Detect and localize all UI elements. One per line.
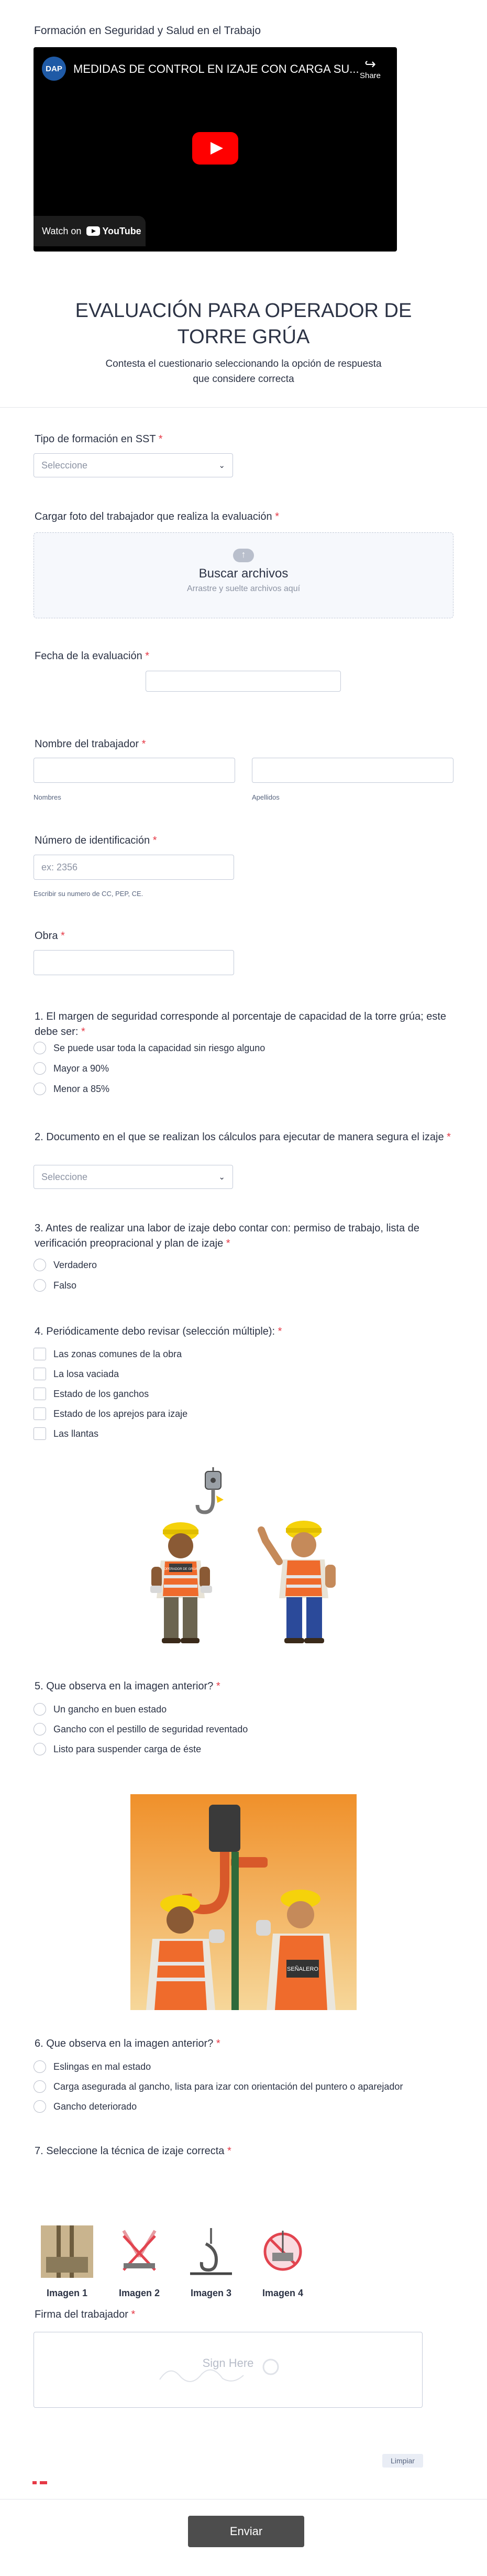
q5-label: 5. Que observa en la imagen anterior? * <box>35 1680 220 1692</box>
training-type-label: Tipo de formación en SST * <box>35 433 163 445</box>
technique-option-3[interactable] <box>185 2225 237 2299</box>
vest-text-signaler: SEÑALERO <box>287 1966 318 1972</box>
option-label: Mayor a 90% <box>53 1063 109 1074</box>
section-title: Formación en Seguridad y Salud en el Trabajo <box>34 25 261 37</box>
work-site-label: Obra * <box>35 930 65 942</box>
technique-option-1[interactable] <box>41 2225 93 2299</box>
video-title[interactable]: MEDIDAS DE CONTROL EN IZAJE CON CARGA SU... <box>73 62 359 75</box>
last-name-input[interactable] <box>252 758 453 783</box>
option-label: Un gancho en buen estado <box>53 1704 167 1715</box>
radio[interactable] <box>34 2100 46 2113</box>
q2-select[interactable] <box>34 1165 233 1189</box>
q2-placeholder: Seleccione <box>41 1171 88 1182</box>
q4-option[interactable] <box>34 1427 98 1440</box>
radio[interactable] <box>34 2080 46 2093</box>
q4-label: 4. Periódicamente debo revisar (selección múltiple): * <box>35 1326 282 1337</box>
option-label: Estado de los ganchos <box>53 1388 149 1399</box>
radio[interactable] <box>34 1703 46 1716</box>
first-name-input[interactable] <box>34 758 235 783</box>
option-label: La losa vaciada <box>53 1368 119 1379</box>
option-label: Gancho deteriorado <box>53 2101 137 2112</box>
date-input[interactable] <box>146 671 341 692</box>
share-label: Share <box>359 71 381 80</box>
chevron-down-icon: ⌄ <box>218 1173 225 1182</box>
worker-name-label: Nombre del trabajador * <box>35 738 146 750</box>
q7-label: 7. Seleccione la técnica de izaje correcta * <box>35 2145 231 2157</box>
option-label: Carga asegurada al gancho, lista para izar con orientación del puntero o aparejador <box>53 2081 403 2092</box>
technique-option-2[interactable] <box>113 2225 165 2299</box>
share-icon: ↪ <box>364 56 376 72</box>
form-subtitle: Contesta el cuestionario seleccionando la opción de respuesta que considere correcta <box>105 358 382 385</box>
q5-option[interactable] <box>34 1703 167 1716</box>
play-button[interactable] <box>192 132 238 165</box>
technique-image-1 <box>41 2225 93 2278</box>
option-label: Las llantas <box>53 1428 99 1439</box>
q1-option[interactable] <box>34 1042 265 1054</box>
checkbox[interactable] <box>34 1348 46 1360</box>
last-name-sublabel: Apellidos <box>252 793 280 801</box>
q1-label: 1. El margen de seguridad corresponde al porcentaje de capacidad de la torre grúa; este debe ser: * <box>35 1011 447 1038</box>
option-label: Menor a 85% <box>53 1083 110 1094</box>
drag-drop-hint: Arrastre y suelte archivos aquí <box>186 584 301 593</box>
upload-cloud-icon <box>233 549 254 562</box>
q6-label: 6. Que observa en la imagen anterior? * <box>35 2038 220 2049</box>
checkbox[interactable] <box>34 1407 46 1420</box>
technique-caption: Imagen 1 <box>46 2288 88 2298</box>
radio[interactable] <box>34 1042 46 1054</box>
technique-image-3 <box>185 2225 237 2278</box>
radio[interactable] <box>34 1083 46 1095</box>
checkbox[interactable] <box>34 1368 46 1380</box>
option-label: Se puede usar toda la capacidad sin riesgo alguno <box>53 1042 265 1053</box>
radio[interactable] <box>34 1259 46 1271</box>
q1-option[interactable] <box>34 1062 109 1075</box>
share-button[interactable] <box>357 57 383 80</box>
channel-logo[interactable]: DAP <box>42 57 66 81</box>
workers-hook-illustration <box>134 1467 353 1645</box>
radio[interactable] <box>34 1723 46 1735</box>
loaded-hook-illustration <box>130 1794 357 2010</box>
radio[interactable] <box>34 1743 46 1755</box>
option-label: Eslingas en mal estado <box>53 2061 151 2072</box>
file-upload-dropzone[interactable] <box>34 532 453 618</box>
vest-text-operator: OPERADOR DE GRÚA <box>164 1568 197 1571</box>
id-number-sublabel: Escribir su numero de CC, PEP, CE. <box>34 890 143 898</box>
q3-option[interactable] <box>34 1279 76 1292</box>
technique-caption: Imagen 4 <box>262 2288 304 2298</box>
loading-indicator <box>32 2477 49 2481</box>
form-title: EVALUACIÓN PARA OPERADOR DE TORRE GRÚA <box>75 300 412 348</box>
work-site-input[interactable] <box>34 950 234 975</box>
option-label: Las zonas comunes de la obra <box>53 1348 182 1359</box>
option-label: Gancho con el pestillo de seguridad reventado <box>53 1723 248 1734</box>
technique-caption: Imagen 3 <box>190 2288 232 2298</box>
youtube-icon <box>86 226 100 236</box>
training-type-placeholder: Seleccione <box>41 460 88 471</box>
q4-option[interactable] <box>34 1368 119 1380</box>
radio[interactable] <box>34 2060 46 2073</box>
option-label: Verdadero <box>53 1259 97 1270</box>
clear-signature-button[interactable]: Limpiar <box>382 2454 423 2468</box>
submit-button[interactable]: Enviar <box>188 2516 304 2547</box>
radio[interactable] <box>34 1279 46 1292</box>
watch-on-label: Watch on <box>42 225 82 236</box>
video-embed[interactable] <box>34 47 397 252</box>
q4-option[interactable] <box>34 1407 187 1420</box>
q2-label: 2. Documento en el que se realizan los cálculos para ejecutar de manera segura el izaje * <box>35 1131 451 1143</box>
technique-image-4 <box>257 2225 309 2278</box>
id-number-input[interactable]: ex: 2356 <box>34 855 234 880</box>
option-label: Estado de los aprejos para izaje <box>53 1408 188 1419</box>
option-label: Listo para suspender carga de éste <box>53 1743 202 1754</box>
signature-label: Firma del trabajador * <box>35 2309 136 2320</box>
radio[interactable] <box>34 1062 46 1075</box>
q4-option[interactable] <box>34 1388 149 1400</box>
browse-files-button[interactable]: Buscar archivos <box>198 566 289 581</box>
training-type-select[interactable] <box>34 453 233 477</box>
q5-option[interactable] <box>34 1743 201 1755</box>
technique-image-2 <box>113 2225 165 2278</box>
technique-option-4[interactable] <box>257 2225 309 2299</box>
signature-pen-icon <box>154 2348 285 2390</box>
q6-option[interactable] <box>34 2060 151 2073</box>
signature-pad[interactable] <box>34 2332 423 2408</box>
checkbox[interactable] <box>34 1427 46 1440</box>
id-number-label: Número de identificación * <box>35 835 157 846</box>
option-label: Falso <box>53 1280 77 1291</box>
chevron-down-icon: ⌄ <box>218 461 225 470</box>
q5-option[interactable] <box>34 1723 248 1735</box>
q3-label: 3. Antes de realizar una labor de izaje debo contar con: permiso de trabajo, lista de verificación preopracional y plan de izaje * <box>35 1222 419 1249</box>
photo-label: Cargar foto del trabajador que realiza la evaluación * <box>35 511 279 522</box>
watch-on-youtube-button[interactable] <box>34 216 146 246</box>
header-divider <box>0 407 487 408</box>
q1-option[interactable] <box>34 1083 109 1095</box>
date-label: Fecha de la evaluación * <box>35 650 150 662</box>
q3-option[interactable] <box>34 1259 97 1271</box>
q6-option[interactable] <box>34 2080 403 2093</box>
q6-option[interactable] <box>34 2100 137 2113</box>
technique-caption: Imagen 2 <box>118 2288 160 2298</box>
q4-option[interactable] <box>34 1348 182 1360</box>
youtube-logo <box>86 226 141 237</box>
first-name-sublabel: Nombres <box>34 793 61 801</box>
sign-here-placeholder: Sign Here <box>202 2356 254 2370</box>
checkbox[interactable] <box>34 1388 46 1400</box>
youtube-label: YouTube <box>102 225 141 236</box>
